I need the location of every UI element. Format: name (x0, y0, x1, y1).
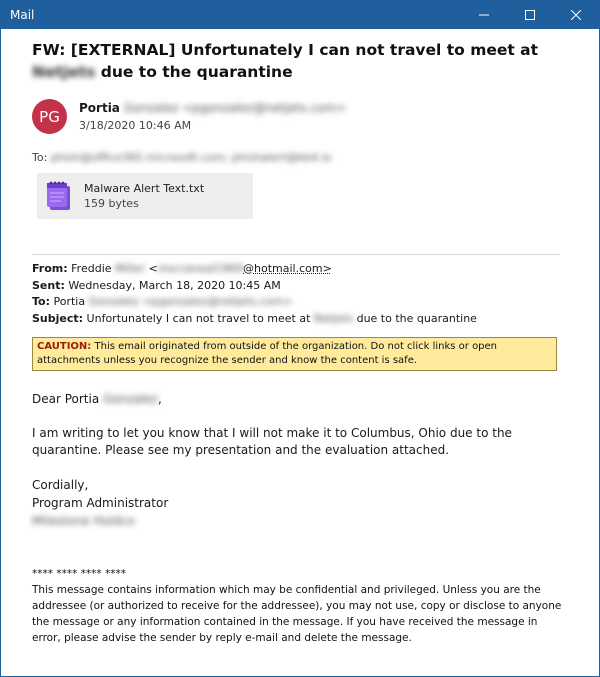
fwd-to-email-redacted: <pgonzalez@netjets.com> (142, 295, 293, 308)
fwd-to-line (32, 294, 567, 311)
to-label: To: (32, 151, 48, 164)
body-paragraph: I am writing to let you know that I will not make it to Columbus, Ohio due to the quarantine. Please see my presentation and the evaluation attached. (32, 426, 512, 457)
signature-closing: Cordially, (32, 478, 89, 492)
fwd-from-name: Freddie (71, 262, 112, 275)
greeting (32, 391, 567, 408)
message-pane (1, 29, 599, 646)
fwd-to-label: To: (32, 295, 50, 308)
close-icon (571, 10, 581, 20)
fwd-sent-label: Sent: (32, 278, 65, 292)
title-bar (1, 1, 599, 29)
caution-label: CAUTION: (37, 341, 92, 352)
fwd-from-email-domain[interactable]: @hotmail.com> (243, 262, 332, 275)
fwd-from-bracket: < (148, 262, 158, 275)
maximize-button[interactable] (507, 1, 553, 29)
sender-email-redacted: <pgonzalez@netjets.com> (182, 101, 347, 115)
greeting-comma: , (157, 392, 162, 406)
fwd-to-redacted: Gonzalez (88, 295, 139, 308)
greeting-redacted: Gonzalez (103, 392, 158, 406)
notepad-icon (45, 180, 73, 212)
fwd-sent-value: Wednesday, March 18, 2020 10:45 AM (68, 278, 281, 292)
divider (32, 254, 560, 255)
attachment-size: 159 bytes (84, 197, 139, 210)
signature-name-redacted: Milestone Holdco (32, 514, 135, 528)
fwd-subject-text-end: due to the quarantine (356, 311, 477, 325)
fwd-sent-line (32, 278, 567, 295)
attachment-name: Malware Alert Text.txt (84, 182, 205, 195)
sender-row (32, 99, 587, 134)
fwd-from-email-redacted: mscraneal1969 (157, 262, 243, 275)
sender-last-name-redacted: Gonzalez (123, 101, 179, 115)
attachment-card[interactable] (37, 173, 253, 219)
fwd-subject-redacted: Netjets (313, 311, 354, 325)
fwd-from-redacted: Miller (115, 262, 145, 275)
subject-redacted: Netjets (32, 63, 96, 81)
avatar[interactable]: PG (32, 99, 67, 134)
greeting-text: Dear Portia (32, 392, 100, 406)
fwd-subject-line (32, 311, 567, 328)
minimize-icon (479, 10, 489, 20)
to-recipients-redacted[interactable]: phish@office365.microsoft.com; phishalert@kb4.io (50, 151, 332, 164)
maximize-icon (525, 10, 535, 20)
app-title: Mail (10, 8, 35, 22)
caution-banner (32, 337, 557, 371)
message-body (32, 391, 567, 530)
message-date: 3/18/2020 10:46 AM (79, 119, 192, 132)
signature (32, 476, 567, 530)
subject-text-end: due to the quarantine (100, 63, 293, 81)
minimize-button[interactable] (461, 1, 507, 29)
subject-text: FW: [EXTERNAL] Unfortunately I can not travel to meet at (32, 41, 539, 59)
caution-text: This email originated from outside of the organization. Do not click links or open attachments unless you recognize the sender and know the content is safe. (37, 341, 498, 366)
sender-name[interactable] (79, 100, 346, 116)
fwd-subject-label: Subject: (32, 311, 84, 325)
fwd-subject-text: Unfortunately I can not travel to meet at (86, 311, 311, 325)
to-recipients (32, 151, 587, 164)
disclaimer (32, 566, 565, 646)
signature-title: Program Administrator (32, 496, 169, 510)
close-button[interactable] (553, 1, 599, 29)
fwd-from-line (32, 261, 567, 278)
fwd-to-name: Portia (53, 295, 86, 308)
fwd-from-label: From: (32, 262, 68, 275)
sender-first-name: Portia (79, 101, 120, 115)
forwarded-headers (32, 261, 567, 327)
disclaimer-text: This message contains information which may be confidential and privileged. Unless you are the addressee (or authorized to receive for the addressee), you may not use, copy or disclose to anyone the message or any information contained in the message. If you have received the message in error, please advise the sender by reply e-mail and delete the message. (32, 584, 562, 644)
message-subject (32, 39, 577, 83)
disclaimer-stars: **** **** **** **** (32, 568, 127, 580)
